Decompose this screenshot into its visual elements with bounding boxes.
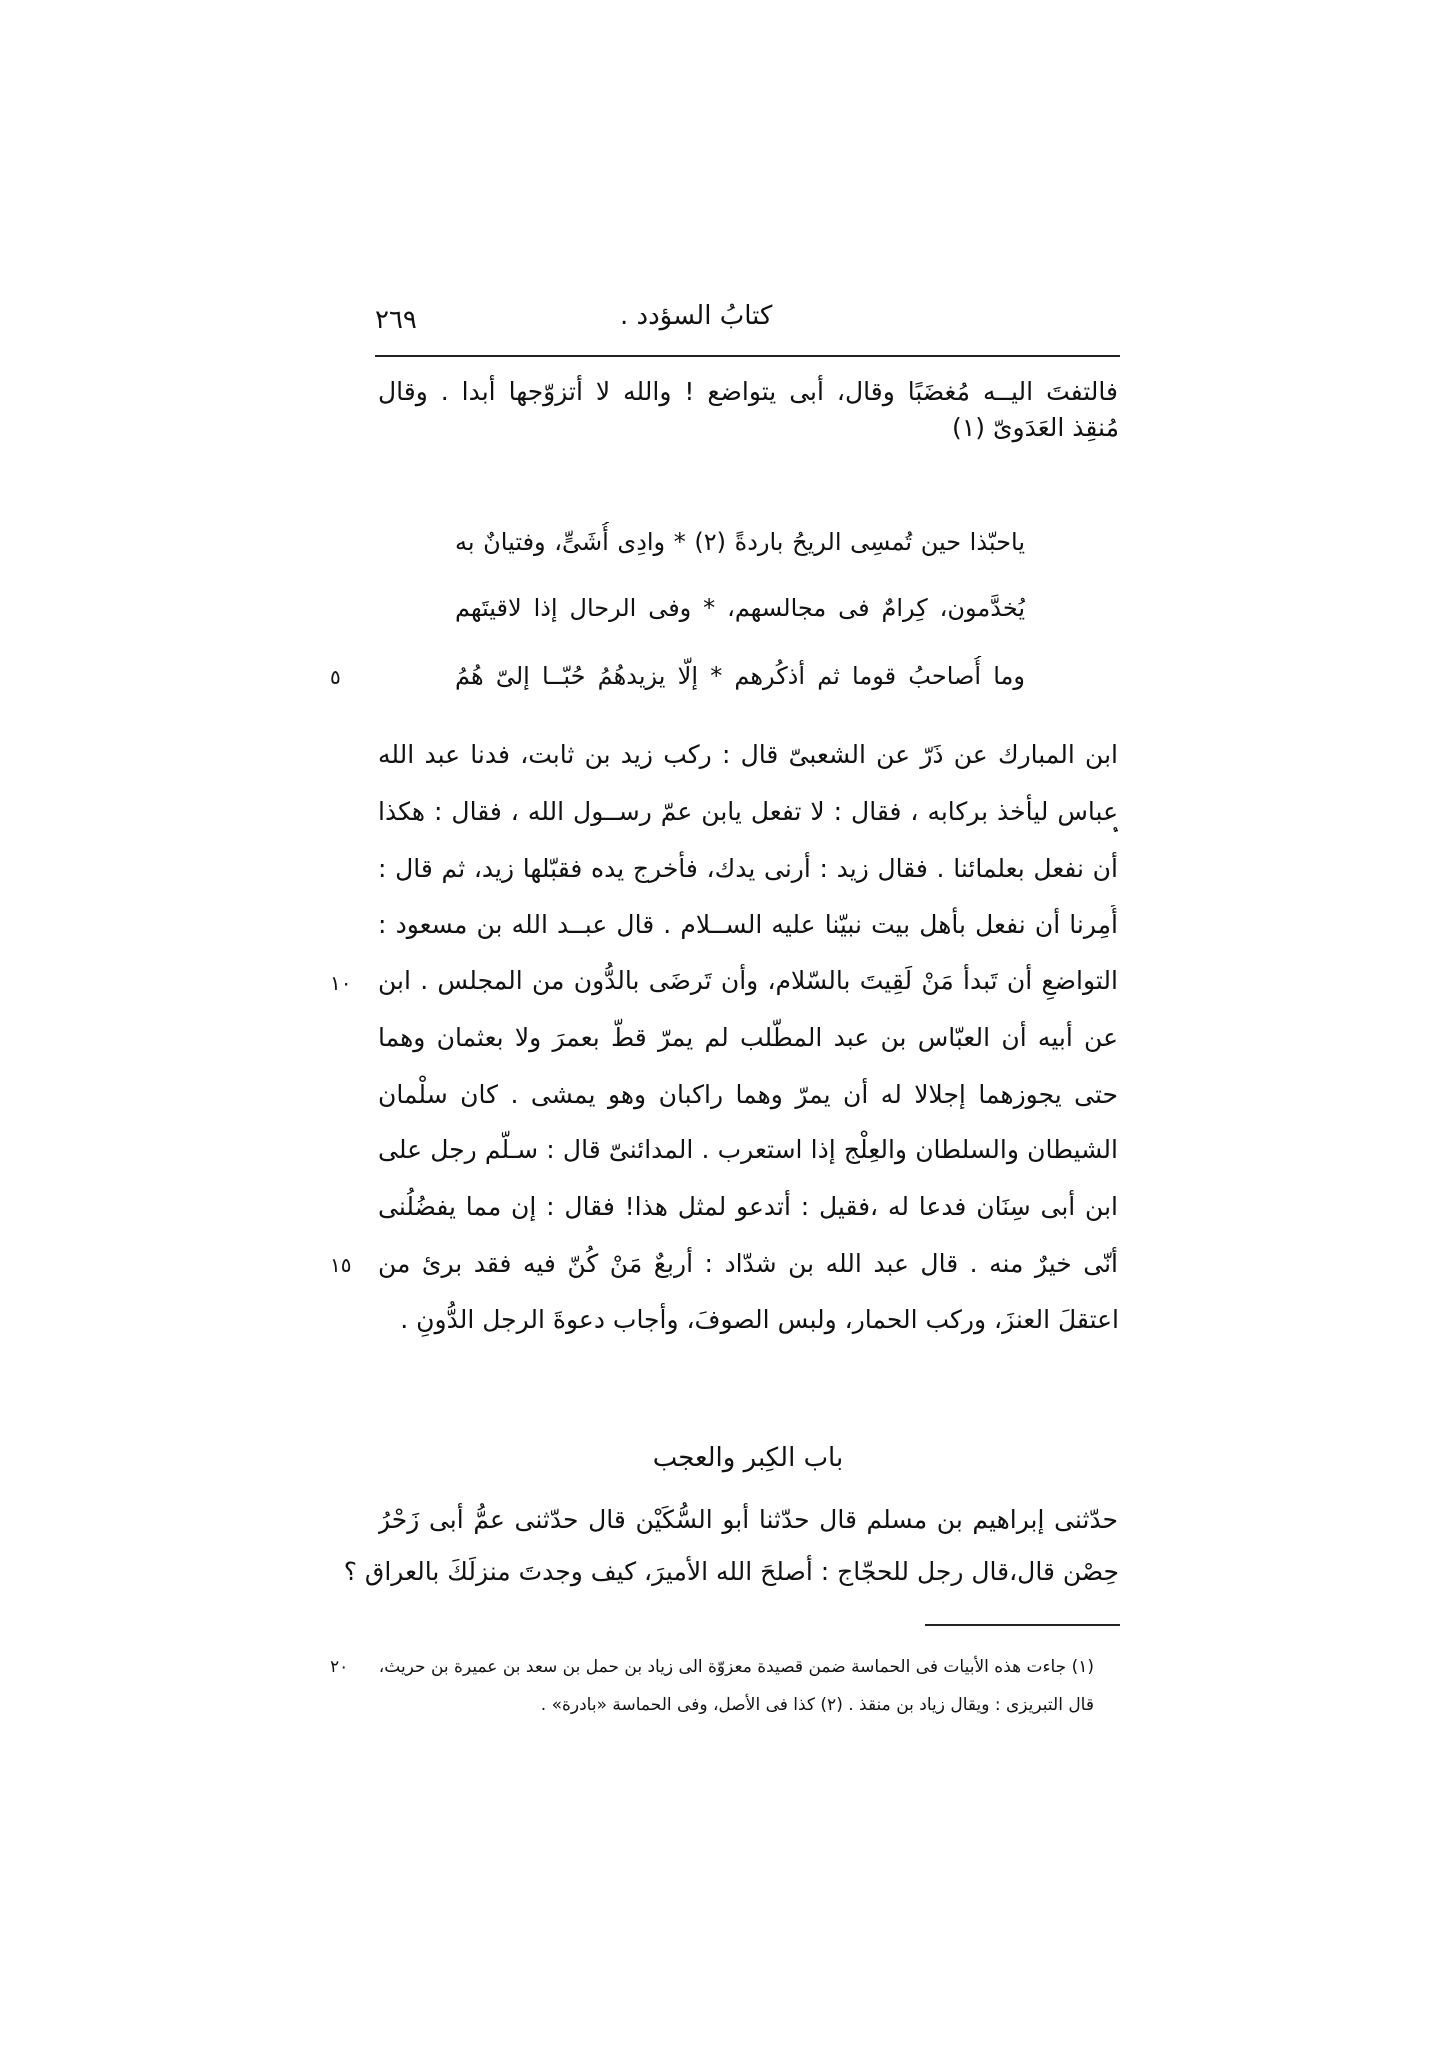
- text-line: عباس ليأخذ بركابه ، فقال : لا تفعل يابن عمّ رســول الله ، فقال : هكذا: [378, 797, 1118, 826]
- text-line: حدّثنى إبراهيم بن مسلم قال حدّثنا أبو السُّكَيْن قال حدّثنى عمُّ أبى زَحْرُ: [378, 1505, 1118, 1534]
- text-line: الشيطان والسلطان والعِلْج إذا استعرب . المدائنىّ قال : سـلّم رجل على: [378, 1135, 1118, 1164]
- header-rule: [375, 355, 1120, 357]
- text-line: عن أبيه أن العبّاس بن عبد المطّلب لم يمرّ قطّ بعمرَ ولا بعثمان وهما: [378, 1023, 1118, 1052]
- text-line: ابن أبى سِنَان فدعا له ،فقيل : أتدعو لمثل هذا! فقال : إن مما يفضُلُنى: [378, 1192, 1118, 1221]
- text-line: ابن المبارك عن ذَرّ عن الشعبىّ قال : ركب زيد بن ثابت، فدنا عبد الله: [378, 740, 1118, 769]
- footnote-rule: [925, 1624, 1120, 1626]
- text-line: أُمِرنا أن نفعل بأهل بيت نبيّنا عليه الســلام . قال عبــد الله بن مسعود :: [378, 910, 1118, 939]
- line-number: ١٥: [330, 1253, 352, 1277]
- running-title: كتابُ السؤدد .: [620, 301, 773, 331]
- footnote: (١) جاءت هذه الأبيات فى الحماسة ضمن قصيدة معزوّة الى زياد بن حمل بن سعد بن عميرة بن حريث،: [378, 1657, 1094, 1677]
- text-line: حِصْن قال،قال رجل للحجّاج : أصلحَ الله الأميرَ، كيف وجدتَ منزلَكَ بالعراق ؟: [343, 1557, 1119, 1586]
- text-line: مُنقِذ العَدَوىّ (١): [952, 413, 1119, 442]
- line-number: ٥: [330, 665, 341, 689]
- text-line: فالتفتَ اليــه مُغضَبًا وقال، أبى يتواضع ! والله لا أتزوّجها أبدا . وقال: [378, 377, 1118, 406]
- text-line: حتى يجوزهما إجلالا له أن يمرّ وهما راكبان وهو يمشى . كان سلْمان: [378, 1080, 1118, 1109]
- line-number: ٢٠: [330, 1657, 349, 1677]
- text-line: اعتقلَ العنزَ، وركب الحمار، ولبس الصوفَ، وأجاب دعوةَ الرجل الدُّونِ .: [400, 1305, 1119, 1334]
- verse-line: يُخدَّمون، كِرامٌ فى مجالسهم، * وفى الرحال إذا لاقيتَهم: [455, 594, 1025, 622]
- section-heading: باب الكِبر والعجب: [652, 1443, 844, 1473]
- line-number: ١٠: [330, 971, 352, 995]
- page-number: ٢٦٩: [375, 305, 417, 335]
- text-line: التواضعِ أن تَبدأ مَنْ لَقِيتَ بالسّلام، وأن تَرضَى بالدُّون من المجلس . ابن: [378, 966, 1118, 995]
- text-line: أنّى خيرٌ منه . قال عبد الله بن شدّاد : أربعٌ مَنْ كُنّ فيه فقد برئ من: [378, 1249, 1118, 1278]
- text-line: أن نفعل بعلمائنا . فقال زيد : أرنى يدك، فأخرج يده فقبّلها زيد، ثم قال :: [378, 854, 1118, 883]
- footnote: قال التبريزى : ويقال زياد بن منقذ . (٢) كذا فى الأصل، وفى الحماسة «بادرة» .: [540, 1695, 1094, 1715]
- verse-line: ياحبّذا حين تُمسِى الريحُ باردةً (٢) * وادِى أُشَىٍّ، وفتيانٌ به: [455, 528, 1025, 556]
- verse-line: وما أُصاحبُ قوما ثم أذكُرهم * إلّا يزيدهُمُ حُبّــا إلىّ هُمُ: [455, 662, 1025, 690]
